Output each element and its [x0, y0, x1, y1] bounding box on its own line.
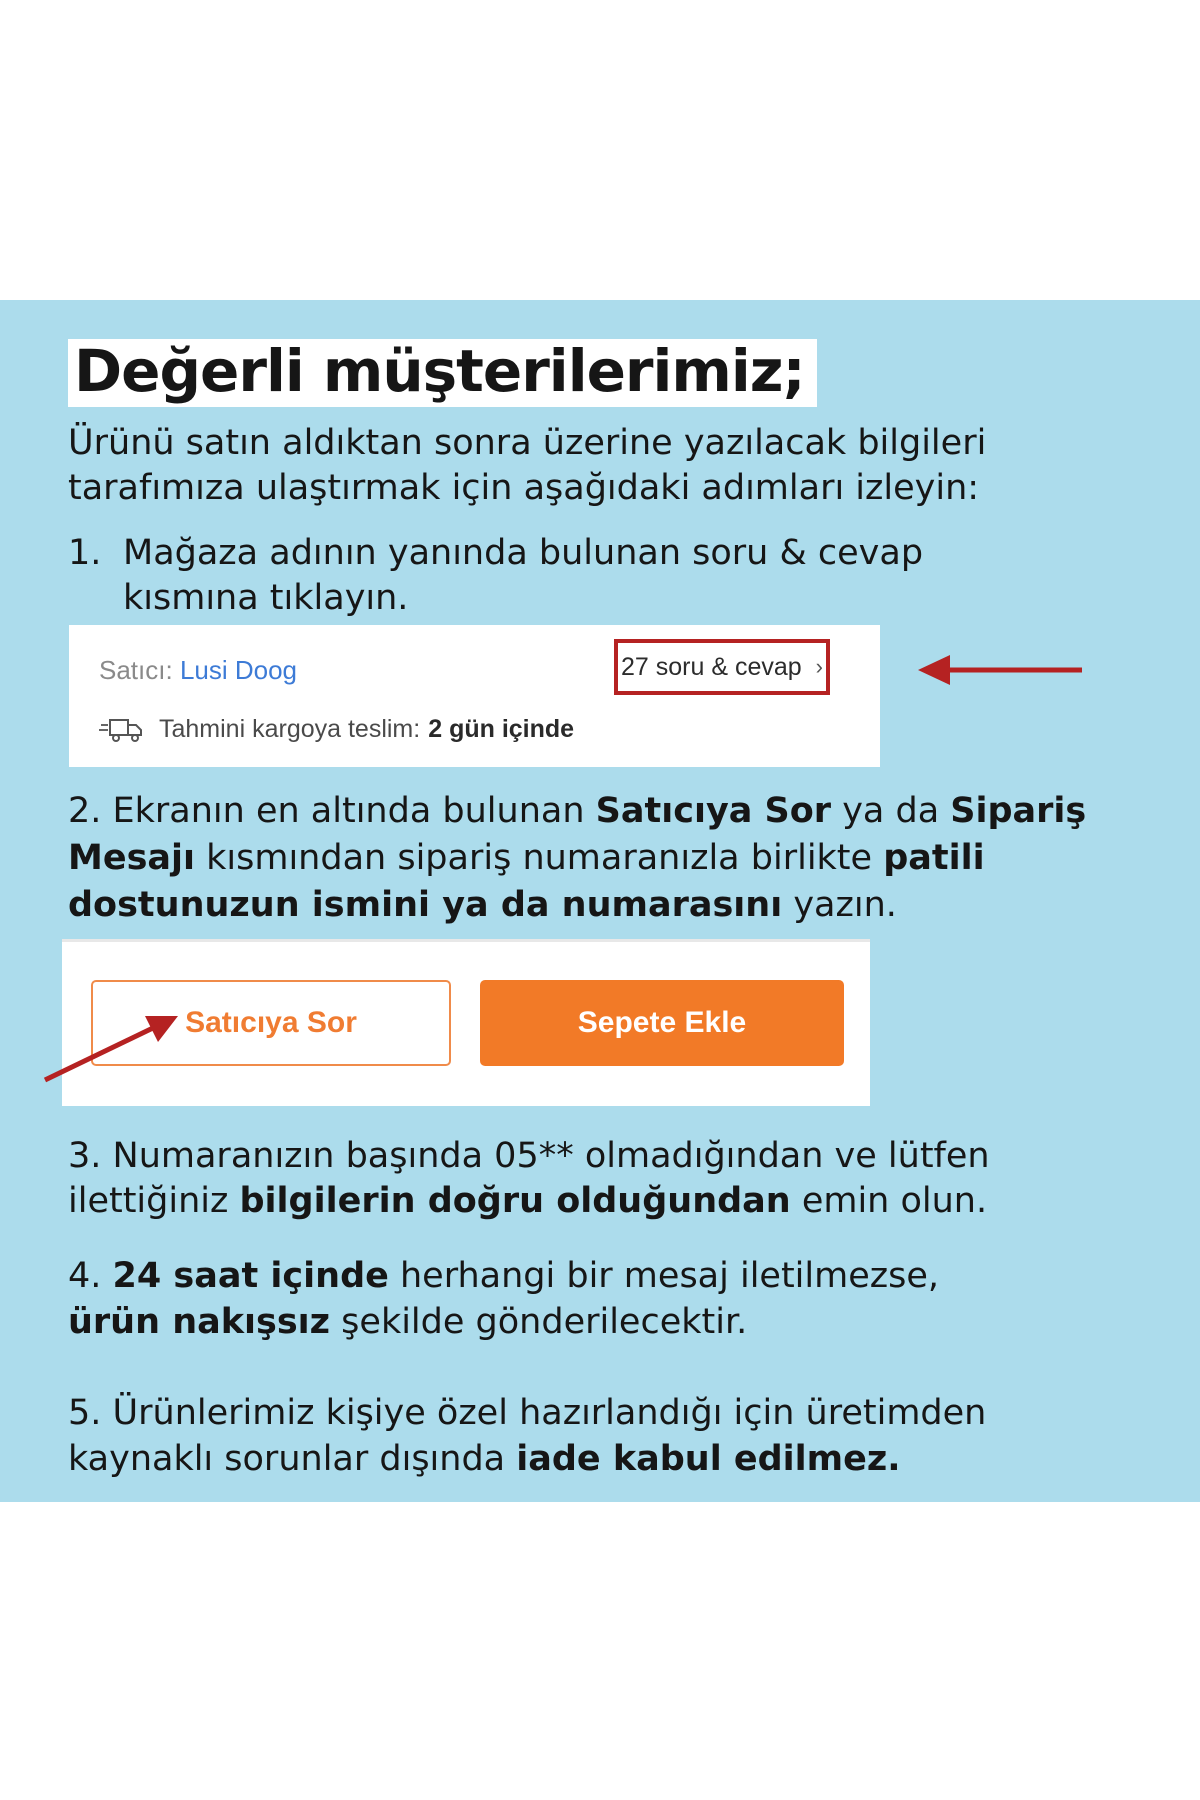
title-highlight [68, 339, 817, 407]
delivery-value: 2 gün içinde [428, 715, 575, 743]
step5-bold-1: iade kabul edilmez. [516, 1439, 901, 1479]
page-title: Değerli müşterilerimiz; [74, 337, 805, 405]
step2-text-1: 2. Ekranın en altında bulunan [68, 791, 596, 831]
step2-text-2: ya da [831, 791, 951, 831]
step2-text-3: kısmından sipariş numaranızla birlikte [195, 838, 884, 878]
step4-text-3: şekilde gönderilecektir. [330, 1302, 748, 1342]
step2-line-1 [68, 788, 1086, 834]
intro-line-2: tarafımıza ulaştırmak için aşağıdaki adımları izleyin: [68, 468, 980, 508]
step2-line-3 [68, 882, 897, 928]
step5-text-1: kaynaklı sorunlar dışında [68, 1439, 517, 1479]
step4-bold-2: ürün nakışsız [68, 1302, 331, 1342]
step4-text-2: herhangi bir mesaj iletilmezse, [388, 1256, 940, 1296]
step4-line-1 [68, 1253, 939, 1299]
seller-name-link[interactable]: Lusi Doog [179, 655, 298, 685]
qa-link[interactable] [614, 639, 830, 695]
step3-text-1: ilettiğiniz [68, 1181, 240, 1221]
step2-bold-5: dostunuzun ismini ya da numarasını [68, 885, 783, 925]
action-buttons-card [62, 939, 870, 1106]
step2-bold-4: patili [883, 838, 985, 878]
delivery-row [99, 715, 574, 744]
step2-bold-2: Sipariş [950, 791, 1087, 831]
seller-info-card [69, 625, 880, 767]
step5-line-2 [68, 1436, 901, 1482]
add-to-cart-button[interactable]: Sepete Ekle [480, 980, 844, 1066]
step3-line-1: 3. Numaranızın başında 05** olmadığından ve lütfen [68, 1136, 990, 1176]
step4-bold-1: 24 saat içinde [112, 1256, 389, 1296]
step3-line-2 [68, 1178, 987, 1224]
step3-bold-1: bilgilerin doğru olduğundan [239, 1181, 791, 1221]
truck-icon [99, 717, 145, 743]
step4-line-2 [68, 1299, 747, 1345]
step5-line-1: 5. Ürünlerimiz kişiye özel hazırlandığı için üretimden [68, 1393, 987, 1433]
delivery-label: Tahmini kargoya teslim: [159, 715, 421, 743]
step3-text-2: emin olun. [790, 1181, 988, 1221]
seller-row [99, 655, 297, 686]
step1-number: 1. [68, 533, 102, 573]
step4-text-1: 4. [68, 1256, 113, 1296]
step2-text-4: yazın. [782, 885, 897, 925]
step2-line-2 [68, 835, 985, 881]
seller-label: Satıcı: [99, 655, 173, 685]
intro-line-1: Ürünü satın aldıktan sonra üzerine yazılacak bilgileri [68, 423, 987, 463]
step1-line-2: kısmına tıklayın. [123, 578, 409, 618]
qa-link-label: 27 soru & cevap [621, 652, 802, 681]
step2-bold-1: Satıcıya Sor [595, 791, 832, 831]
ask-seller-button[interactable]: Satıcıya Sor [91, 980, 451, 1066]
step2-bold-3: Mesajı [68, 838, 196, 878]
step1-text: Mağaza adının yanında bulunan soru & cevap [123, 533, 924, 573]
chevron-right-icon: › [815, 654, 823, 679]
step1-line-1 [68, 530, 923, 576]
